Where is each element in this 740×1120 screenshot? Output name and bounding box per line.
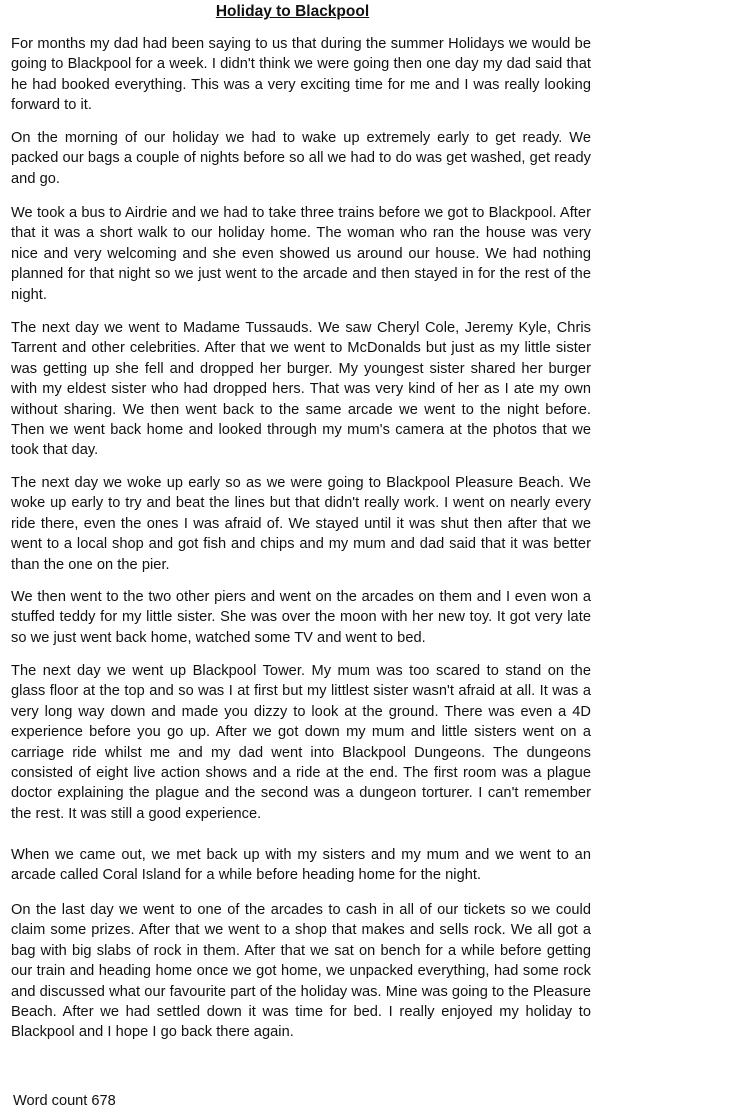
paragraph-9: On the last day we went to one of the arcades to cash in all of our tickets so we could claim some prizes. After that we went to a shop that makes and sells rock. We all got a bag with big slabs of rock in them. After that we sat on bench for a while before getting our train and heading home once we got home, we unpacked everything, had some rock and discussed what our favourite part of the holiday was. Mine was going to the Pleasure Beach. After we had settled down it was time for bed. I really enjoyed my holiday to Blackpool and I hope I go back there again.	[11, 902, 591, 1041]
paragraph-5: The next day we woke up early so as we were going to Blackpool Pleasure Beach. We woke up early to try and beat the lines but that didn't really work. I went on nearly every ride there, even the ones I was afraid of. We stayed until it was shut then after that we went to a local shop and got fish and chips and my mum and dad said that it was better than the one on the pier.	[11, 475, 591, 573]
paragraph-8: When we came out, we met back up with my sisters and my mum and we went to an arcade called Coral Island for a while before heading home for the night.	[11, 847, 591, 884]
paragraph-3: We took a bus to Airdrie and we had to take three trains before we got to Blackpool. After that it was a short walk to our holiday home. The woman who ran the house was very nice and very welcoming and she even showed us around our house. We had nothing planned for that night so we just went to the arcade and then stayed in for the rest of the night.	[11, 205, 591, 303]
paragraph-1: For months my dad had been saying to us that during the summer Holidays we would be going to Blackpool for a week. I didn't think we were going then one day my dad said that he had booked everything. This was a very exciting time for me and I was really looking forward to it.	[11, 36, 591, 114]
page-title: Holiday to Blackpool	[215, 3, 370, 20]
paragraph-4: The next day we went to Madame Tussauds. We saw Cheryl Cole, Jeremy Kyle, Chris Tarrent and other celebrities. After that we went to McDonalds but just as my little sister was getting up she fell and dropped her burger. My youngest sister shared her burger with my eldest sister who had dropped hers. That was very kind of her as I ate my own without sharing. We then went back to the same arcade we went to the night before. Then we went back home and looked through my mum's camera at the photos that we took that day.	[11, 320, 591, 459]
paragraph-7: The next day we went up Blackpool Tower. My mum was too scared to stand on the glass floor at the top and so was I at first but my littlest sister wasn't afraid at all. It was a very long way down and made you dizzy to look at the ground. There was even a 4D experience before you go up. After we got down my mum and little sisters went on a carriage ride whilst me and my dad went into Blackpool Dungeons. The dungeons consisted of eight live action shows and a ride at the end. The first room was a plague doctor explaining the plague and the second was a dungeon torturer. I can't remember the rest. It was still a good experience.	[11, 663, 591, 822]
word-count: Word count 678	[13, 1093, 116, 1109]
paragraph-6: We then went to the two other piers and went on the arcades on them and I even won a stuffed teddy for my little sister. She was over the moon with her new toy. It got very late so we just went back home, watched some TV and went to bed.	[11, 589, 591, 646]
paragraph-2: On the morning of our holiday we had to wake up extremely early to get ready. We packed our bags a couple of nights before so all we had to do was get washed, get ready and go.	[11, 130, 591, 187]
